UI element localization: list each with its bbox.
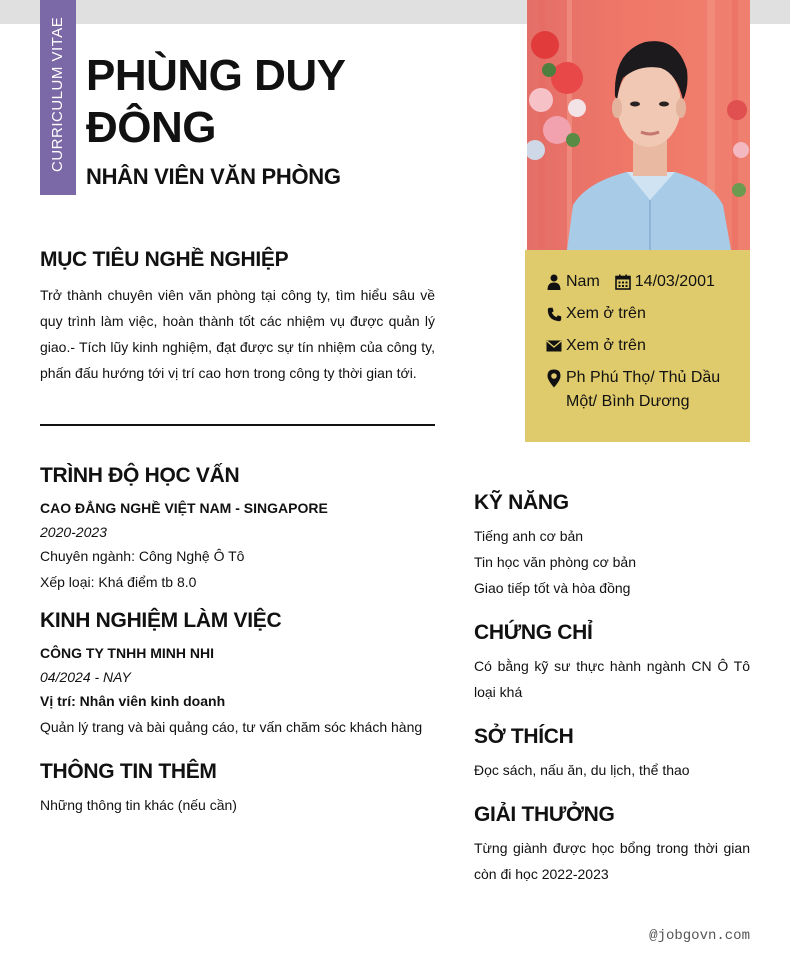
education-period: 2020-2023 [40, 524, 107, 540]
phone-icon [545, 302, 563, 326]
email-value: Xem ở trên [566, 337, 646, 354]
objective-heading: MỤC TIÊU NGHỀ NGHIỆP [40, 248, 289, 271]
education-heading: TRÌNH ĐỘ HỌC VẤN [40, 464, 240, 487]
awards-heading: GIẢI THƯỞNG [474, 803, 615, 826]
job-title: NHÂN VIÊN VĂN PHÒNG [86, 164, 341, 189]
birthdate-value: 14/03/2001 [634, 273, 715, 290]
cv-tag-label: CURRICULUM VITAE [49, 16, 66, 172]
calendar-icon [614, 270, 632, 294]
gender-row [545, 270, 715, 294]
address-value: Ph Phú Thọ/ Thủ Dầu Một/ Bình Dương [566, 369, 721, 410]
education-major: Chuyên ngành: Công Nghệ Ô Tô [40, 548, 245, 564]
email-row [545, 334, 731, 358]
address-row [545, 366, 731, 414]
more-info-heading: THÔNG TIN THÊM [40, 760, 217, 783]
experience-description: Quản lý trang và bài quảng cáo, tư vấn chăm sóc khách hàng [40, 719, 423, 735]
gender-value: Nam [566, 273, 600, 290]
certificates-heading: CHỨNG CHỈ [474, 621, 593, 644]
candidate-name [86, 50, 506, 154]
phone-row [545, 302, 731, 326]
name-line-2: ĐÔNG [86, 103, 216, 152]
phone-value: Xem ở trên [566, 305, 646, 322]
profile-photo [527, 0, 750, 250]
watermark: @jobgovn.com [649, 928, 750, 944]
awards-text: Từng giành được học bổng trong thời gian còn đi học 2022-2023 [474, 840, 750, 882]
envelope-icon [545, 334, 563, 358]
experience-heading: KINH NGHIỆM LÀM VIỆC [40, 609, 282, 632]
objective-text: Trở thành chuyên viên văn phòng tại công ty, tìm hiểu sâu về quy trình làm việc, hoàn thành tốt các nhiệm vụ được quản lý giao.- Tích lũy kinh nghiệm, đạt được sự tín nhiệm của công ty, phấn đấu hướng tới vị trí cao hơn trong công ty thời gian tới. [40, 287, 435, 381]
hobbies-heading: SỞ THÍCH [474, 725, 574, 748]
cv-tag [40, 0, 76, 195]
skills-heading: KỸ NĂNG [474, 491, 569, 514]
name-line-1: PHÙNG DUY [86, 51, 346, 100]
map-pin-icon [545, 366, 563, 390]
experience-position: Vị trí: Nhân viên kinh doanh [40, 693, 226, 709]
contact-info-box [525, 250, 750, 442]
certificates-text: Có bằng kỹ sư thực hành ngành CN Ô Tô loại khá [474, 658, 750, 700]
hobbies-text: Đọc sách, nấu ăn, du lịch, thể thao [474, 762, 690, 778]
experience-period: 04/2024 - NAY [40, 669, 131, 685]
skill-item: Giao tiếp tốt và hòa đồng [474, 580, 631, 596]
more-info-text: Những thông tin khác (nếu cần) [40, 797, 237, 813]
experience-company: CÔNG TY TNHH MINH NHI [40, 645, 214, 661]
skill-item: Tin học văn phòng cơ bản [474, 554, 636, 570]
education-grade: Xếp loại: Khá điểm tb 8.0 [40, 574, 197, 590]
person-icon [545, 270, 563, 294]
skill-item: Tiếng anh cơ bản [474, 528, 584, 544]
section-divider [40, 424, 435, 426]
education-school: CAO ĐẲNG NGHỀ VIỆT NAM - SINGAPORE [40, 500, 328, 516]
